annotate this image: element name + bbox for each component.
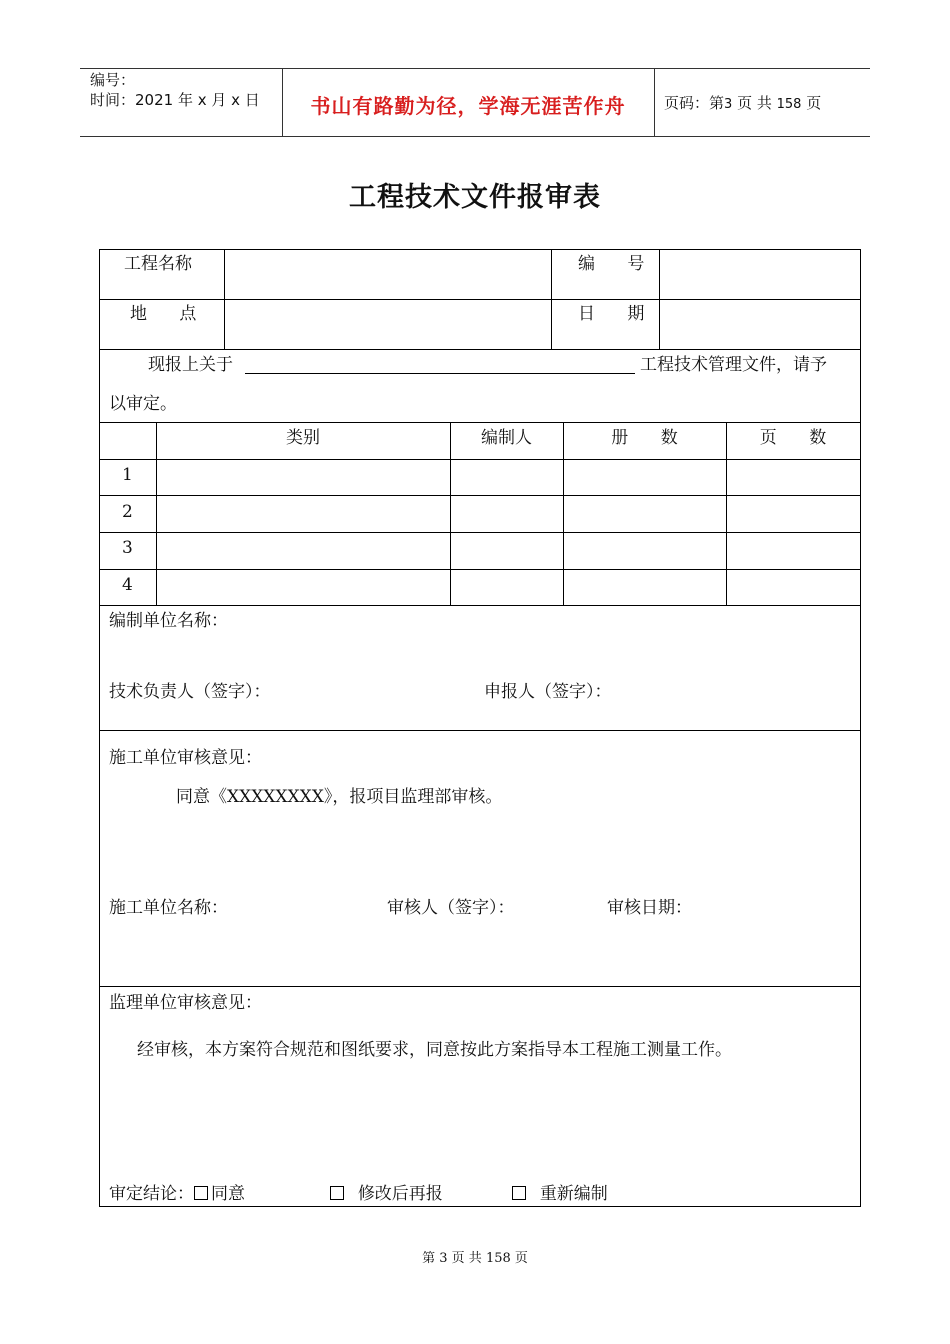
row-number-2: 2	[122, 502, 133, 522]
column-header-volumes: 册 数	[611, 428, 678, 448]
report-text-after: 工程技术管理文件，请予	[640, 355, 827, 375]
header-divider-right	[654, 68, 655, 136]
supervision-review-heading: 监理单位审核意见：	[109, 993, 262, 1013]
table-line	[551, 249, 552, 349]
table-line	[99, 605, 861, 606]
column-header-category: 类别	[286, 428, 320, 448]
table-line	[224, 249, 225, 349]
table-line	[99, 299, 861, 300]
table-line	[99, 730, 861, 731]
table-line	[99, 422, 861, 423]
footer-current: 3	[439, 1251, 448, 1266]
footer-total: 158	[485, 1251, 511, 1266]
tech-lead-signature-label: 技术负责人（签字）：	[109, 682, 271, 702]
page-title: 工程技术文件报审表	[349, 182, 601, 213]
conclusion-label: 审定结论：	[109, 1184, 194, 1204]
option-revise	[330, 1183, 443, 1205]
option-recompile	[512, 1183, 608, 1205]
table-line	[99, 349, 861, 350]
table-line	[156, 422, 157, 605]
row-number-3: 3	[122, 538, 133, 558]
column-header-pages: 页 数	[759, 428, 827, 448]
page-total: 158	[776, 97, 802, 112]
table-line	[99, 249, 861, 250]
supervision-review-opinion: 经审核，本方案符合规范和图纸要求，同意按此方案指导本工程施工测量工作。	[137, 1040, 732, 1060]
reporter-signature-label: 申报人（签字）：	[484, 682, 612, 702]
table-line	[99, 986, 861, 987]
report-subject-blank	[245, 373, 635, 374]
report-text-line2: 以审定。	[109, 394, 177, 414]
table-line	[563, 422, 564, 605]
checkbox-revise[interactable]	[330, 1186, 344, 1200]
table-line	[99, 495, 861, 496]
table-line	[860, 249, 861, 1206]
table-line	[99, 459, 861, 460]
header-page-info	[664, 92, 821, 113]
date-label: 日 期	[578, 304, 645, 324]
page-label-prefix: 页码：第	[664, 94, 725, 112]
page-suffix: 页	[806, 94, 822, 112]
header-motto: 书山有路勤为径，学海无涯苦作舟	[310, 94, 626, 118]
option-revise-label: 修改后再报	[357, 1184, 443, 1204]
page-current: 3	[724, 97, 733, 112]
conclusion-row	[109, 1183, 245, 1205]
row-number-4: 4	[122, 575, 133, 595]
number-label: 编 号	[578, 254, 645, 274]
table-line	[99, 1206, 861, 1207]
checkbox-agree[interactable]	[194, 1186, 208, 1200]
table-line	[659, 249, 660, 349]
footer-suffix: 页	[514, 1251, 528, 1266]
report-text-before: 现报上关于	[148, 355, 233, 375]
table-line	[726, 422, 727, 605]
checkbox-recompile[interactable]	[512, 1186, 526, 1200]
page-footer	[0, 1247, 950, 1266]
page-mid: 页 共	[737, 94, 772, 112]
row-number-1: 1	[122, 465, 133, 485]
construction-review-date-label: 审核日期：	[607, 898, 692, 918]
project-name-label: 工程名称	[124, 254, 192, 274]
header-top-rule	[80, 68, 870, 69]
construction-review-heading: 施工单位审核意见：	[109, 748, 262, 768]
header-meta	[90, 70, 260, 110]
construction-unit-label: 施工单位名称：	[109, 898, 228, 918]
footer-prefix: 第	[422, 1251, 436, 1266]
compile-unit-label: 编制单位名称：	[109, 611, 228, 631]
column-header-compiler: 编制人	[481, 428, 532, 448]
construction-reviewer-label: 审核人（签字）：	[387, 898, 515, 918]
location-label: 地 点	[130, 304, 197, 324]
table-line	[99, 569, 861, 570]
doc-number-label: 编号：	[90, 71, 136, 89]
table-line	[99, 249, 100, 1206]
table-line	[450, 422, 451, 605]
footer-mid: 页 共	[451, 1251, 482, 1266]
table-line	[99, 532, 861, 533]
time-label: 时间：2021 年 x 月 x 日	[90, 91, 260, 109]
construction-review-opinion: 同意《XXXXXXXX》，报项目监理部审核。	[176, 787, 503, 807]
option-agree-label: 同意	[211, 1184, 245, 1204]
option-recompile-label: 重新编制	[539, 1184, 608, 1204]
header-bottom-rule	[80, 136, 870, 137]
